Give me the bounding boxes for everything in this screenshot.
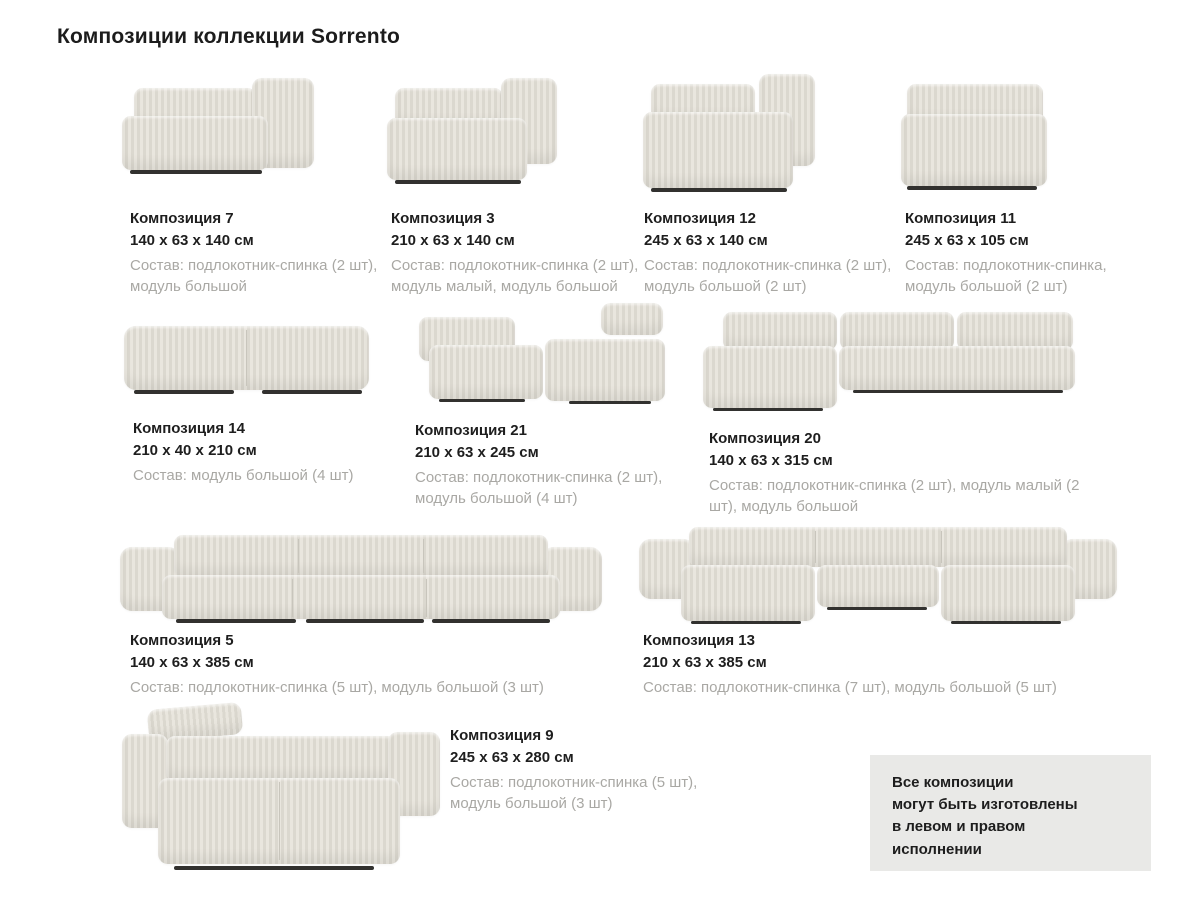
sofa-image-composition-3 [387,76,559,186]
sofa-plinth [306,619,424,623]
composition-name: Композиция 9 [450,727,554,744]
sofa-plinth [907,186,1037,190]
sofa-seat-module [545,339,665,401]
sofa-back-module [689,527,1067,567]
sofa-image-composition-14 [124,310,369,398]
composition-3-info [391,208,653,297]
sofa-image-composition-21 [417,303,669,405]
module-seam [815,531,816,563]
composition-12-info [644,208,906,297]
sofa-plinth [432,619,550,623]
module-seam [423,539,424,573]
sofa-image-composition-13 [639,509,1117,627]
composition-parts: Состав: подлокотник-спинка (2 шт), модуль большой [130,256,378,295]
composition-name: Композиция 3 [391,210,495,227]
composition-14-info [133,418,413,486]
composition-name: Композиция 7 [130,210,234,227]
composition-name: Композиция 14 [133,420,245,437]
composition-dimensions: 210 x 63 x 245 см [415,443,539,461]
module-seam [426,579,427,617]
sofa-plinth [651,188,787,192]
sofa-seat-module [643,112,793,188]
sofa-plinth [439,399,525,402]
sofa-back-module [166,736,396,781]
composition-name: Композиция 13 [643,632,755,649]
sofa-plinth [176,619,296,623]
note-box [870,755,1151,871]
sofa-image-composition-12 [643,72,818,194]
composition-name: Композиция 5 [130,632,234,649]
sofa-image-composition-9 [122,702,440,874]
note-line: Все композиции [892,774,1014,791]
composition-dimensions: 140 x 63 x 385 см [130,653,254,671]
composition-9-info [450,725,712,814]
sofa-plinth [853,390,1063,393]
sofa-plinth [713,408,823,411]
composition-name: Композиция 11 [905,210,1017,227]
composition-dimensions: 245 x 63 x 140 см [644,231,768,249]
composition-parts: Состав: модуль большой (4 шт) [133,466,354,484]
composition-name: Композиция 12 [644,210,756,227]
sofa-seat-module [429,345,543,399]
sofa-image-composition-7 [122,78,317,176]
composition-parts: Состав: подлокотник-спинка (2 шт), модуль малый (2 шт), модуль большой [709,476,1080,515]
sofa-plinth [130,170,262,174]
sofa-seat-module [122,116,268,170]
sofa-plinth [134,390,234,394]
composition-parts: Состав: подлокотник-спинка (2 шт), модуль малый, модуль большой [391,256,639,295]
sofa-back-module [723,312,837,350]
sofa-seat-module [162,575,560,619]
sofa-plinth [691,621,801,624]
sofa-plinth [951,621,1061,624]
composition-dimensions: 140 x 63 x 140 см [130,231,254,249]
page-title: Композиции коллекции Sorrento [57,25,401,48]
composition-parts: Состав: подлокотник-спинка (2 шт), модуль большой (4 шт) [415,468,663,507]
sofa-chaise-module [941,565,1075,621]
composition-parts: Состав: подлокотник-спинка (7 шт), модуль большой (5 шт) [643,678,1057,696]
composition-dimensions: 210 x 63 x 140 см [391,231,515,249]
note-line: в левом и правом [892,818,1026,836]
sofa-plinth [569,401,651,404]
sofa-image-composition-20 [703,300,1093,412]
composition-7-info [130,208,392,297]
sofa-back-module [174,535,548,577]
module-seam [292,579,293,617]
composition-11-info [905,208,1145,297]
note-line: могут быть изготовлены [892,796,1078,814]
composition-parts: Состав: подлокотник-спинка (2 шт), модуль большой (2 шт) [644,256,892,295]
composition-dimensions: 245 x 63 x 105 см [905,231,1029,249]
module-seam [941,531,942,563]
composition-21-info [415,420,677,509]
composition-parts: Состав: подлокотник-спинка, модуль большой (2 шт) [905,256,1107,295]
module-seam [246,330,247,386]
sofa-image-composition-5 [120,523,602,625]
composition-parts: Состав: подлокотник-спинка (5 шт), модуль большой (3 шт) [450,773,698,812]
sofa-plinth [827,607,927,610]
module-seam [279,782,280,860]
sofa-seat-module [839,346,1075,390]
composition-5-info [130,630,560,698]
composition-dimensions: 245 x 63 x 280 см [450,748,574,766]
note-line: исполнении [892,840,982,858]
composition-dimensions: 210 x 63 x 385 см [643,653,767,671]
sofa-seat-module [387,118,527,180]
sofa-plinth [262,390,362,394]
sofa-plinth [174,866,374,870]
sofa-seat-module [901,114,1047,186]
composition-name: Композиция 21 [415,422,527,439]
composition-name: Композиция 20 [709,430,821,447]
sofa-chaise-module [681,565,815,621]
sofa-chaise-module [703,346,837,408]
sofa-back-module [957,312,1073,350]
sofa-seat-module [817,565,939,607]
sofa-image-composition-11 [901,76,1051,194]
composition-dimensions: 140 x 63 x 315 см [709,451,833,469]
module-seam [298,539,299,573]
sofa-plinth [395,180,521,184]
composition-13-info [643,630,1073,698]
sofa-back-module [840,312,954,350]
sofa-arm-module [601,303,663,335]
composition-parts: Состав: подлокотник-спинка (5 шт), модуль большой (3 шт) [130,678,544,696]
composition-20-info [709,428,1109,517]
composition-dimensions: 210 x 40 x 210 см [133,441,257,459]
